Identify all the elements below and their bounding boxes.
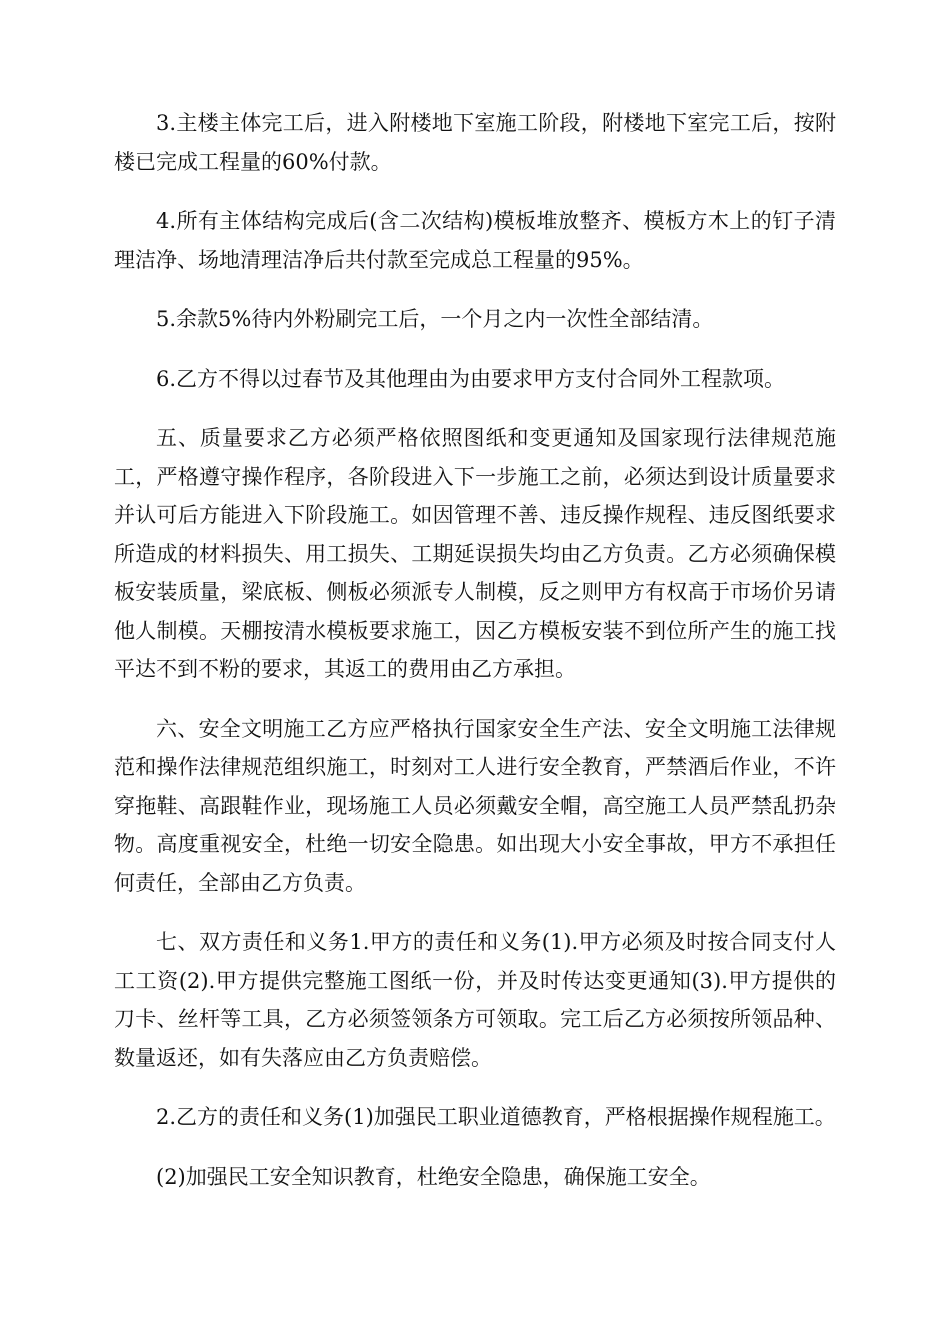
paragraph-responsibilities: 七、双方责任和义务1.甲方的责任和义务(1).甲方必须及时按合同支付人工工资(2).甲方提供完整施工图纸一份，并及时传达变更通知(3).甲方提供的刀卡、丝杆等工具，乙方必须签领条方可领取。完工后乙方必须按所领品种、数量返还，如有失落应由乙方负责赔偿。 [114,930,836,1070]
paragraph-party-b-duties-2: (2)加强民工安全知识教育，杜绝安全隐患，确保施工安全。 [156,1164,711,1189]
paragraph-quality-requirements: 五、质量要求乙方必须严格依照图纸和变更通知及国家现行法律规范施工，严格遵守操作程序，各阶段进入下一步施工之前，必须达到设计质量要求并认可后方能进入下阶段施工。如因管理不善、违反操作规程、违反图纸要求所造成的材料损失、用工损失、工期延误损失均由乙方负责。乙方必须确保模板安装质量，梁底板、侧板必须派专人制模，反之则甲方有权高于市场价另请他人制模。天棚按清水模板要求施工，因乙方模板安装不到位所产生的施工找平达不到不粉的要求，其返工的费用由乙方承担。 [114,426,836,681]
paragraph-payment-4: 4.所有主体结构完成后(含二次结构)模板堆放整齐、模板方木上的钉子清理洁净、场地清理洁净后共付款至完成总工程量的95%。 [114,209,836,272]
document-body [114,104,836,1217]
paragraph-payment-6: 6.乙方不得以过春节及其他理由为由要求甲方支付合同外工程款项。 [156,366,786,391]
paragraph-safety-construction: 六、安全文明施工乙方应严格执行国家安全生产法、安全文明施工法律规范和操作法律规范组织施工，时刻对工人进行安全教育，严禁酒后作业，不许穿拖鞋、高跟鞋作业，现场施工人员必须戴安全帽，高空施工人员严禁乱扔杂物。高度重视安全，杜绝一切安全隐患。如出现大小安全事故，甲方不承担任何责任，全部由乙方负责。 [114,716,836,895]
paragraph-payment-3: 3.主楼主体完工后，进入附楼地下室施工阶段，附楼地下室完工后，按附楼已完成工程量的60%付款。 [114,111,836,174]
paragraph-party-b-duties-1: 2.乙方的责任和义务(1)加强民工职业道德教育，严格根据操作规程施工。 [156,1105,836,1129]
paragraph-payment-5: 5.余款5%待内外粉刷完工后，一个月之内一次性全部结清。 [156,307,714,331]
